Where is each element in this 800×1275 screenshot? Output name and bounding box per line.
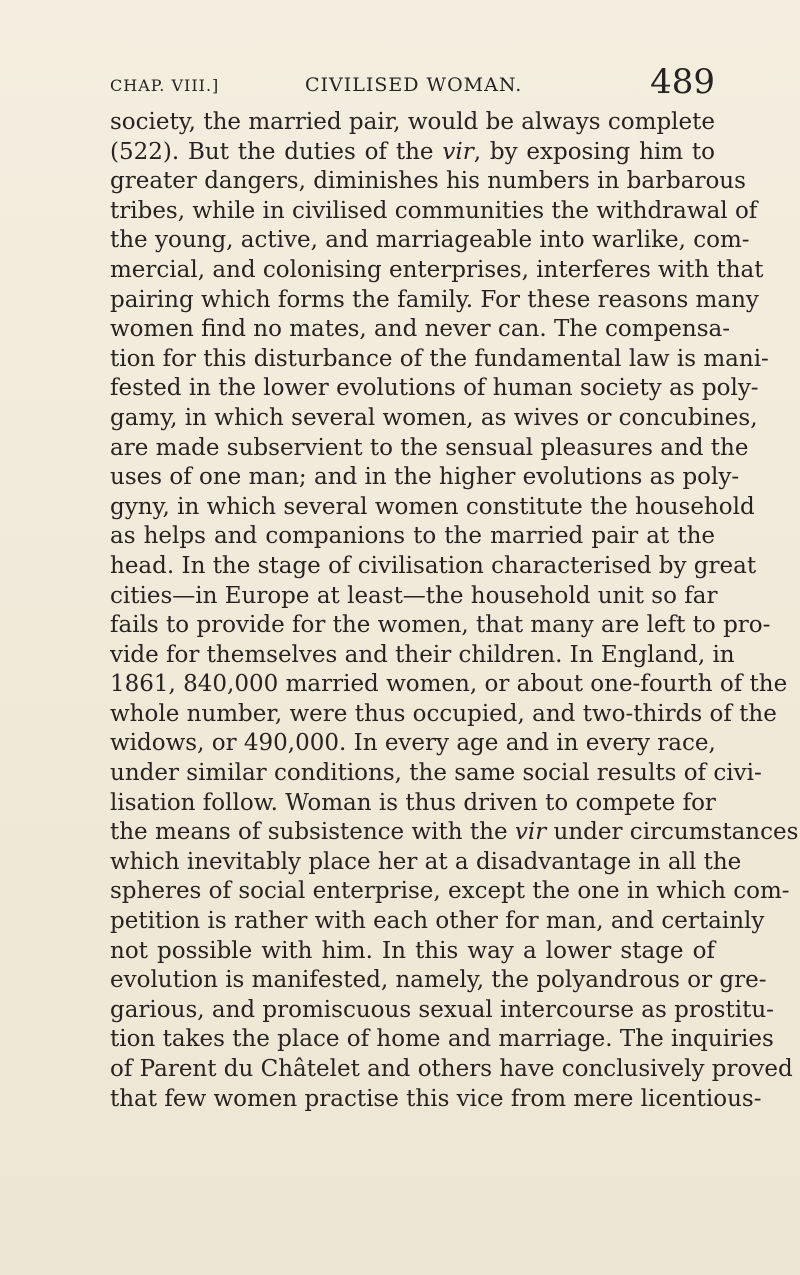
text-line: vide for themselves and their children. In England, in: [110, 641, 735, 668]
text-line: gyny, in which several women constitute the household: [110, 493, 755, 520]
running-head: [110, 62, 715, 102]
text-line: of Parent du Châtelet and others have conclusively proved: [110, 1056, 793, 1082]
text-line: evolution is manifested, namely, the polyandrous or gre-: [110, 967, 767, 994]
text-line: petition is rather with each other for man, and certainly: [110, 908, 765, 935]
text-line: lisation follow. Woman is thus driven to compete for: [110, 789, 716, 816]
text-line: women find no mates, and never can. The compensa-: [110, 316, 731, 343]
text-line: pairing which forms the family. For these reasons many: [110, 286, 759, 313]
text-line: (522). But the duties of the vir, by exposing him to: [110, 138, 715, 165]
text-line: not possible with him. In this way a lower stage of: [110, 937, 715, 964]
text-line: are made subservient to the sensual pleasures and the: [110, 434, 749, 461]
text-line: that few women practise this vice from mere licentious-: [110, 1085, 762, 1112]
text-line: society, the married pair, would be always complete: [110, 109, 715, 135]
text-line: gamy, in which several women, as wives or concubines,: [110, 404, 758, 431]
page-number: 489: [650, 62, 715, 102]
text-line: whole number, were thus occupied, and two-thirds of the: [110, 700, 777, 727]
text-line: 1861, 840,000 married women, or about one-fourth of the: [110, 671, 788, 698]
text-line: the means of subsistence with the vir under circumstances: [110, 819, 799, 846]
text-line: the young, active, and marriageable into warlike, com-: [110, 227, 750, 254]
text-line: cities—in Europe at least—the household unit so far: [110, 582, 718, 609]
chapter-label: CHAP. VIII.]: [110, 76, 220, 95]
text-line: which inevitably place her at a disadvantage in all the: [110, 848, 742, 875]
running-title: CIVILISED WOMAN.: [305, 74, 523, 96]
body-paragraph: [110, 108, 799, 1114]
text-line: head. In the stage of civilisation characterised by great: [110, 552, 757, 579]
text-line: fails to provide for the women, that many are left to pro-: [110, 612, 771, 639]
text-line: spheres of social enterprise, except the one in which com-: [110, 878, 790, 905]
text-line: tion for this disturbance of the fundamental law is mani-: [110, 345, 769, 372]
text-line: tribes, while in civilised communities the withdrawal of: [110, 197, 758, 224]
text-line: widows, or 490,000. In every age and in every race,: [110, 730, 716, 757]
text-line: mercial, and colonising enterprises, interferes with that: [110, 256, 764, 283]
text-line: fested in the lower evolutions of human society as poly-: [110, 375, 759, 402]
text-line: garious, and promiscuous sexual intercourse as prostitu-: [110, 996, 774, 1023]
text-line: uses of one man; and in the higher evolutions as poly-: [110, 464, 740, 491]
text-line: as helps and companions to the married pair at the: [110, 523, 715, 550]
text-line: greater dangers, diminishes his numbers in barbarous: [110, 168, 746, 195]
text-line: under similar conditions, the same social results of civi-: [110, 760, 762, 787]
text-line: tion takes the place of home and marriage. The inquiries: [110, 1026, 774, 1053]
